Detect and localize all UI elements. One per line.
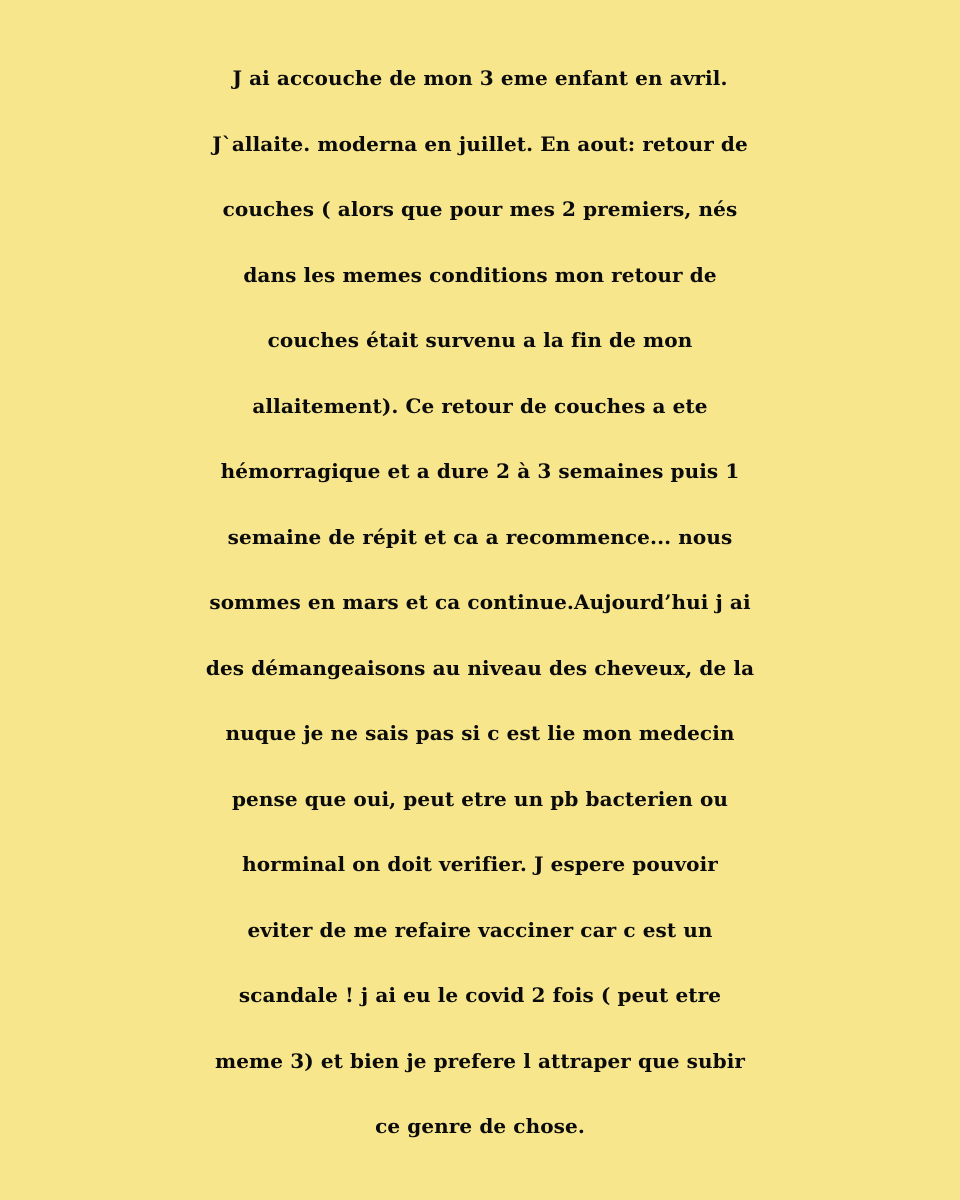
text-line-9: sommes en mars et ca continue.Aujourd’hui j ai (209, 590, 751, 614)
text-line-14: eviter de me refaire vacciner car c est un (247, 917, 713, 942)
testimony-text (0, 46, 960, 1160)
text-line-15: scandale ! j ai eu le covid 2 fois ( peut etre (238, 983, 722, 1007)
text-line-5: couches était survenu a la fin de mon (267, 328, 693, 352)
text-line-11: nuque je ne sais pas si c est lie mon medecin (225, 721, 735, 745)
text-line-8: semaine de répit et ca a recommence... nous (227, 524, 733, 549)
text-line-16: meme 3) et bien je prefere l attraper que subir (214, 1048, 746, 1073)
text-line-12: pense que oui, peut etre un pb bacterien ou (231, 786, 729, 811)
text-line-4: dans les memes conditions mon retour de (243, 262, 717, 287)
text-line-6: allaitement). Ce retour de couches a ete (252, 393, 708, 418)
text-line-17: ce genre de chose. (375, 1114, 585, 1138)
text-line-10: des démangeaisons au niveau des cheveux, de la (205, 655, 755, 680)
text-line-13: horminal on doit verifier. J espere pouvoir (242, 852, 718, 876)
text-line-1: J ai accouche de mon 3 eme enfant en avril. (232, 66, 728, 90)
text-line-7: hémorragique et a dure 2 à 3 semaines puis 1 (220, 459, 740, 483)
text-line-2: J`allaite. moderna en juillet. En aout: retour de (212, 131, 748, 156)
text-line-3: couches ( alors que pour mes 2 premiers, nés (222, 197, 738, 221)
